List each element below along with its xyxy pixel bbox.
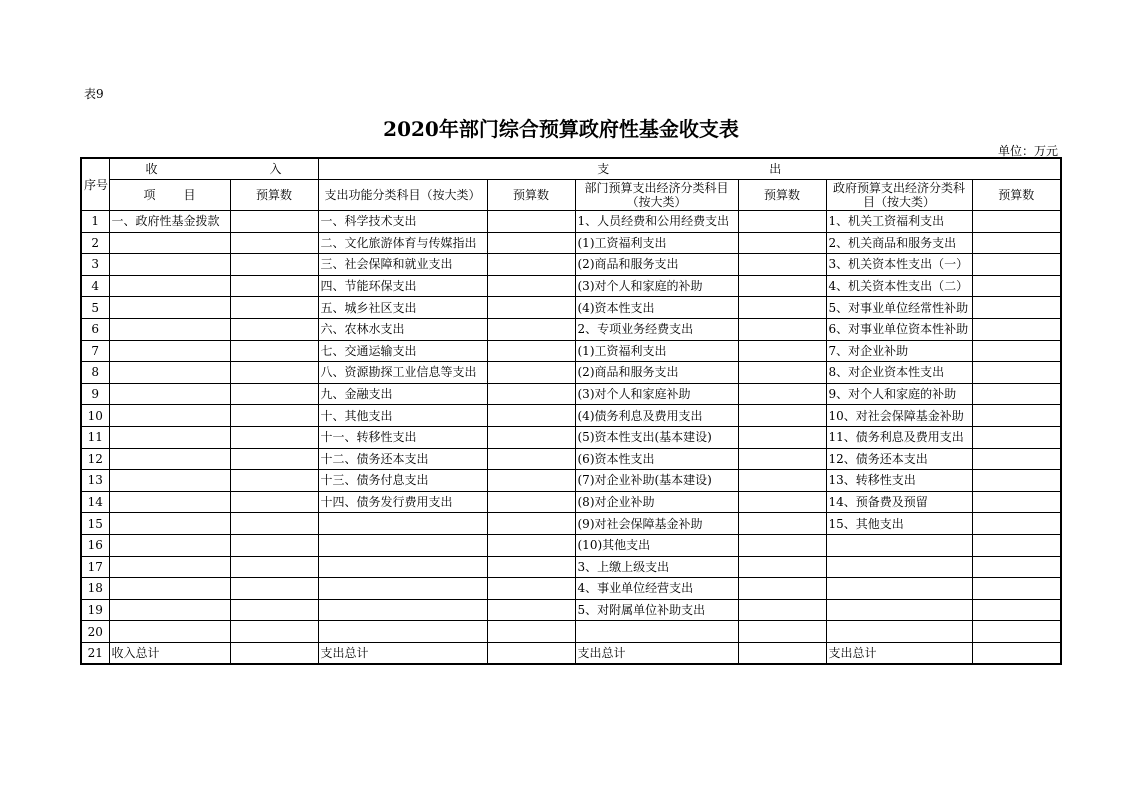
gov-econ-category-cell: 5、对事业单位经常性补助 (826, 297, 972, 319)
income-item-cell (109, 534, 230, 556)
income-item-cell (109, 383, 230, 405)
gov-budget-cell (972, 362, 1061, 384)
gov-budget-cell (972, 254, 1061, 276)
unit-label: 单位：万元 (997, 144, 1058, 158)
func-category-cell: 三、社会保障和就业支出 (318, 254, 487, 276)
income-budget-cell (230, 297, 318, 319)
header-income-left: 收 (145, 162, 158, 176)
row-seq-cell: 11 (81, 426, 109, 448)
income-item-cell (109, 426, 230, 448)
income-budget-cell (230, 448, 318, 470)
func-budget-cell (487, 254, 575, 276)
header-expense-left: 支 (597, 162, 610, 176)
income-budget-cell (230, 642, 318, 664)
income-item-cell (109, 556, 230, 578)
row-seq-cell: 15 (81, 513, 109, 535)
fund-budget-table (80, 157, 1062, 665)
table-row (81, 297, 1061, 319)
func-category-cell: 二、文化旅游体育与传媒指出 (318, 232, 487, 254)
dept-econ-category-cell: (1)工资福利支出 (575, 340, 738, 362)
gov-budget-cell (972, 599, 1061, 621)
income-item-cell (109, 297, 230, 319)
header-gov-econ-category: 政府预算支出经济分类科目（按大类） (826, 180, 972, 211)
gov-econ-category-cell: 4、机关资本性支出（二） (826, 275, 972, 297)
row-seq-cell: 2 (81, 232, 109, 254)
dept-econ-category-cell: (9)对社会保障基金补助 (575, 513, 738, 535)
gov-econ-category-cell (826, 621, 972, 643)
income-item-cell (109, 470, 230, 492)
func-category-cell: 十一、转移性支出 (318, 426, 487, 448)
gov-econ-category-cell (826, 599, 972, 621)
table-row (81, 578, 1061, 600)
row-seq-cell: 14 (81, 491, 109, 513)
func-budget-cell (487, 470, 575, 492)
func-budget-cell (487, 405, 575, 427)
func-category-cell: 九、金融支出 (318, 383, 487, 405)
func-category-cell: 支出总计 (318, 642, 487, 664)
dept-econ-category-cell (575, 621, 738, 643)
dept-budget-cell (738, 448, 826, 470)
dept-econ-category-cell: (6)资本性支出 (575, 448, 738, 470)
gov-econ-category-cell (826, 578, 972, 600)
gov-econ-category-cell (826, 534, 972, 556)
table-row (81, 405, 1061, 427)
header-dept-budget: 预算数 (738, 180, 826, 211)
income-budget-cell (230, 534, 318, 556)
gov-budget-cell (972, 578, 1061, 600)
row-seq-cell: 12 (81, 448, 109, 470)
gov-econ-category-cell: 11、债务利息及费用支出 (826, 426, 972, 448)
dept-budget-cell (738, 232, 826, 254)
table-row (81, 383, 1061, 405)
gov-budget-cell (972, 340, 1061, 362)
table-row (81, 513, 1061, 535)
func-budget-cell (487, 621, 575, 643)
income-item-cell (109, 340, 230, 362)
header-item-right: 目 (183, 188, 196, 202)
income-budget-cell (230, 318, 318, 340)
func-category-cell (318, 621, 487, 643)
func-budget-cell (487, 383, 575, 405)
func-budget-cell (487, 232, 575, 254)
income-budget-cell (230, 362, 318, 384)
table-row (81, 470, 1061, 492)
func-category-cell (318, 578, 487, 600)
income-budget-cell (230, 275, 318, 297)
income-budget-cell (230, 578, 318, 600)
func-budget-cell (487, 513, 575, 535)
func-budget-cell (487, 642, 575, 664)
dept-econ-category-cell: (3)对个人和家庭的补助 (575, 275, 738, 297)
func-category-cell: 十二、债务还本支出 (318, 448, 487, 470)
func-budget-cell (487, 362, 575, 384)
dept-econ-category-cell: 支出总计 (575, 642, 738, 664)
func-category-cell (318, 599, 487, 621)
row-seq-cell: 18 (81, 578, 109, 600)
gov-budget-cell (972, 211, 1061, 233)
table-row (81, 275, 1061, 297)
income-budget-cell (230, 254, 318, 276)
dept-econ-category-cell: 2、专项业务经费支出 (575, 318, 738, 340)
gov-budget-cell (972, 642, 1061, 664)
table-row (81, 254, 1061, 276)
table-row (81, 491, 1061, 513)
income-budget-cell (230, 383, 318, 405)
income-budget-cell (230, 405, 318, 427)
dept-econ-category-cell: 5、对附属单位补助支出 (575, 599, 738, 621)
gov-budget-cell (972, 513, 1061, 535)
func-budget-cell (487, 318, 575, 340)
row-seq-cell: 16 (81, 534, 109, 556)
gov-budget-cell (972, 318, 1061, 340)
dept-budget-cell (738, 340, 826, 362)
row-seq-cell: 19 (81, 599, 109, 621)
func-budget-cell (487, 534, 575, 556)
header-dept-econ-category: 部门预算支出经济分类科目（按大类） (575, 180, 738, 211)
gov-budget-cell (972, 470, 1061, 492)
row-seq-cell: 8 (81, 362, 109, 384)
dept-econ-category-cell: (4)资本性支出 (575, 297, 738, 319)
table-row (81, 318, 1061, 340)
func-category-cell: 七、交通运输支出 (318, 340, 487, 362)
func-budget-cell (487, 211, 575, 233)
dept-budget-cell (738, 513, 826, 535)
gov-econ-category-cell: 1、机关工资福利支出 (826, 211, 972, 233)
dept-budget-cell (738, 426, 826, 448)
dept-budget-cell (738, 621, 826, 643)
func-category-cell: 十三、债务付息支出 (318, 470, 487, 492)
dept-budget-cell (738, 642, 826, 664)
income-item-cell (109, 513, 230, 535)
income-budget-cell (230, 426, 318, 448)
func-budget-cell (487, 556, 575, 578)
income-item-cell (109, 405, 230, 427)
income-budget-cell (230, 232, 318, 254)
income-item-cell: 一、政府性基金拨款 (109, 211, 230, 233)
row-seq-cell: 1 (81, 211, 109, 233)
dept-budget-cell (738, 254, 826, 276)
gov-budget-cell (972, 383, 1061, 405)
dept-econ-category-cell: 1、人员经费和公用经费支出 (575, 211, 738, 233)
gov-budget-cell (972, 426, 1061, 448)
header-expense-group (318, 158, 1061, 180)
income-item-cell (109, 254, 230, 276)
income-item-cell (109, 621, 230, 643)
gov-econ-category-cell: 9、对个人和家庭的补助 (826, 383, 972, 405)
gov-budget-cell (972, 405, 1061, 427)
income-item-cell (109, 362, 230, 384)
table-row (81, 362, 1061, 384)
header-seq: 序号 (81, 158, 109, 211)
header-gov-budget: 预算数 (972, 180, 1061, 211)
income-budget-cell (230, 513, 318, 535)
gov-budget-cell (972, 448, 1061, 470)
gov-econ-category-cell: 8、对企业资本性支出 (826, 362, 972, 384)
table-row (81, 211, 1061, 233)
dept-econ-category-cell: (10)其他支出 (575, 534, 738, 556)
income-budget-cell (230, 470, 318, 492)
table-row (81, 599, 1061, 621)
func-category-cell: 十四、债务发行费用支出 (318, 491, 487, 513)
gov-econ-category-cell (826, 556, 972, 578)
gov-econ-category-cell: 14、预备费及预留 (826, 491, 972, 513)
dept-budget-cell (738, 362, 826, 384)
gov-econ-category-cell: 3、机关资本性支出（一） (826, 254, 972, 276)
table-row (81, 426, 1061, 448)
dept-budget-cell (738, 405, 826, 427)
dept-econ-category-cell: (3)对个人和家庭补助 (575, 383, 738, 405)
gov-budget-cell (972, 621, 1061, 643)
func-budget-cell (487, 297, 575, 319)
dept-econ-category-cell: 4、事业单位经营支出 (575, 578, 738, 600)
func-category-cell: 八、资源勘探工业信息等支出 (318, 362, 487, 384)
row-seq-cell: 21 (81, 642, 109, 664)
row-seq-cell: 4 (81, 275, 109, 297)
func-budget-cell (487, 275, 575, 297)
dept-budget-cell (738, 599, 826, 621)
table-row (81, 232, 1061, 254)
table-row (81, 534, 1061, 556)
header-func-budget: 预算数 (487, 180, 575, 211)
income-budget-cell (230, 556, 318, 578)
gov-budget-cell (972, 556, 1061, 578)
gov-econ-category-cell: 13、转移性支出 (826, 470, 972, 492)
func-budget-cell (487, 448, 575, 470)
dept-budget-cell (738, 383, 826, 405)
dept-econ-category-cell: (5)资本性支出(基本建设) (575, 426, 738, 448)
func-category-cell: 四、节能环保支出 (318, 275, 487, 297)
dept-budget-cell (738, 211, 826, 233)
table-row (81, 642, 1061, 664)
dept-econ-category-cell: (2)商品和服务支出 (575, 254, 738, 276)
gov-econ-category-cell: 12、债务还本支出 (826, 448, 972, 470)
income-budget-cell (230, 621, 318, 643)
dept-budget-cell (738, 578, 826, 600)
dept-budget-cell (738, 491, 826, 513)
gov-econ-category-cell: 10、对社会保障基金补助 (826, 405, 972, 427)
row-seq-cell: 3 (81, 254, 109, 276)
income-item-cell (109, 318, 230, 340)
func-category-cell: 五、城乡社区支出 (318, 297, 487, 319)
dept-budget-cell (738, 556, 826, 578)
table-row (81, 621, 1061, 643)
func-budget-cell (487, 578, 575, 600)
dept-econ-category-cell: (7)对企业补助(基本建设) (575, 470, 738, 492)
income-item-cell (109, 448, 230, 470)
header-income-right: 入 (269, 162, 282, 176)
row-seq-cell: 13 (81, 470, 109, 492)
income-budget-cell (230, 491, 318, 513)
func-budget-cell (487, 340, 575, 362)
header-income-budget: 预算数 (230, 180, 318, 211)
gov-budget-cell (972, 491, 1061, 513)
header-item (109, 180, 230, 211)
gov-econ-category-cell: 2、机关商品和服务支出 (826, 232, 972, 254)
income-item-cell (109, 491, 230, 513)
header-income-group (109, 158, 318, 180)
func-category-cell (318, 556, 487, 578)
income-item-cell: 收入总计 (109, 642, 230, 664)
gov-econ-category-cell: 支出总计 (826, 642, 972, 664)
gov-econ-category-cell: 6、对事业单位资本性补助 (826, 318, 972, 340)
gov-econ-category-cell: 7、对企业补助 (826, 340, 972, 362)
income-budget-cell (230, 599, 318, 621)
gov-budget-cell (972, 275, 1061, 297)
func-budget-cell (487, 491, 575, 513)
row-seq-cell: 6 (81, 318, 109, 340)
func-category-cell (318, 513, 487, 535)
gov-budget-cell (972, 534, 1061, 556)
func-budget-cell (487, 426, 575, 448)
dept-budget-cell (738, 275, 826, 297)
table-row (81, 448, 1061, 470)
row-seq-cell: 7 (81, 340, 109, 362)
row-seq-cell: 10 (81, 405, 109, 427)
row-seq-cell: 17 (81, 556, 109, 578)
dept-econ-category-cell: (1)工资福利支出 (575, 232, 738, 254)
income-item-cell (109, 275, 230, 297)
table-row (81, 340, 1061, 362)
row-seq-cell: 5 (81, 297, 109, 319)
dept-econ-category-cell: (2)商品和服务支出 (575, 362, 738, 384)
income-budget-cell (230, 211, 318, 233)
func-category-cell: 六、农林水支出 (318, 318, 487, 340)
income-item-cell (109, 232, 230, 254)
dept-budget-cell (738, 534, 826, 556)
func-category-cell (318, 534, 487, 556)
dept-econ-category-cell: (8)对企业补助 (575, 491, 738, 513)
dept-econ-category-cell: 3、上缴上级支出 (575, 556, 738, 578)
table-number: 表9 (84, 87, 104, 101)
gov-econ-category-cell: 15、其他支出 (826, 513, 972, 535)
income-item-cell (109, 578, 230, 600)
row-seq-cell: 9 (81, 383, 109, 405)
header-func-category: 支出功能分类科目（按大类） (318, 180, 487, 211)
dept-budget-cell (738, 470, 826, 492)
func-category-cell: 十、其他支出 (318, 405, 487, 427)
gov-budget-cell (972, 232, 1061, 254)
page-title: 2020年部门综合预算政府性基金收支表 (383, 117, 739, 141)
dept-budget-cell (738, 318, 826, 340)
func-category-cell: 一、科学技术支出 (318, 211, 487, 233)
header-item-left: 项 (143, 188, 156, 202)
gov-budget-cell (972, 297, 1061, 319)
table-row (81, 556, 1061, 578)
income-budget-cell (230, 340, 318, 362)
table-body (81, 211, 1061, 665)
row-seq-cell: 20 (81, 621, 109, 643)
header-expense-right: 出 (769, 162, 782, 176)
dept-budget-cell (738, 297, 826, 319)
dept-econ-category-cell: (4)债务利息及费用支出 (575, 405, 738, 427)
income-item-cell (109, 599, 230, 621)
func-budget-cell (487, 599, 575, 621)
